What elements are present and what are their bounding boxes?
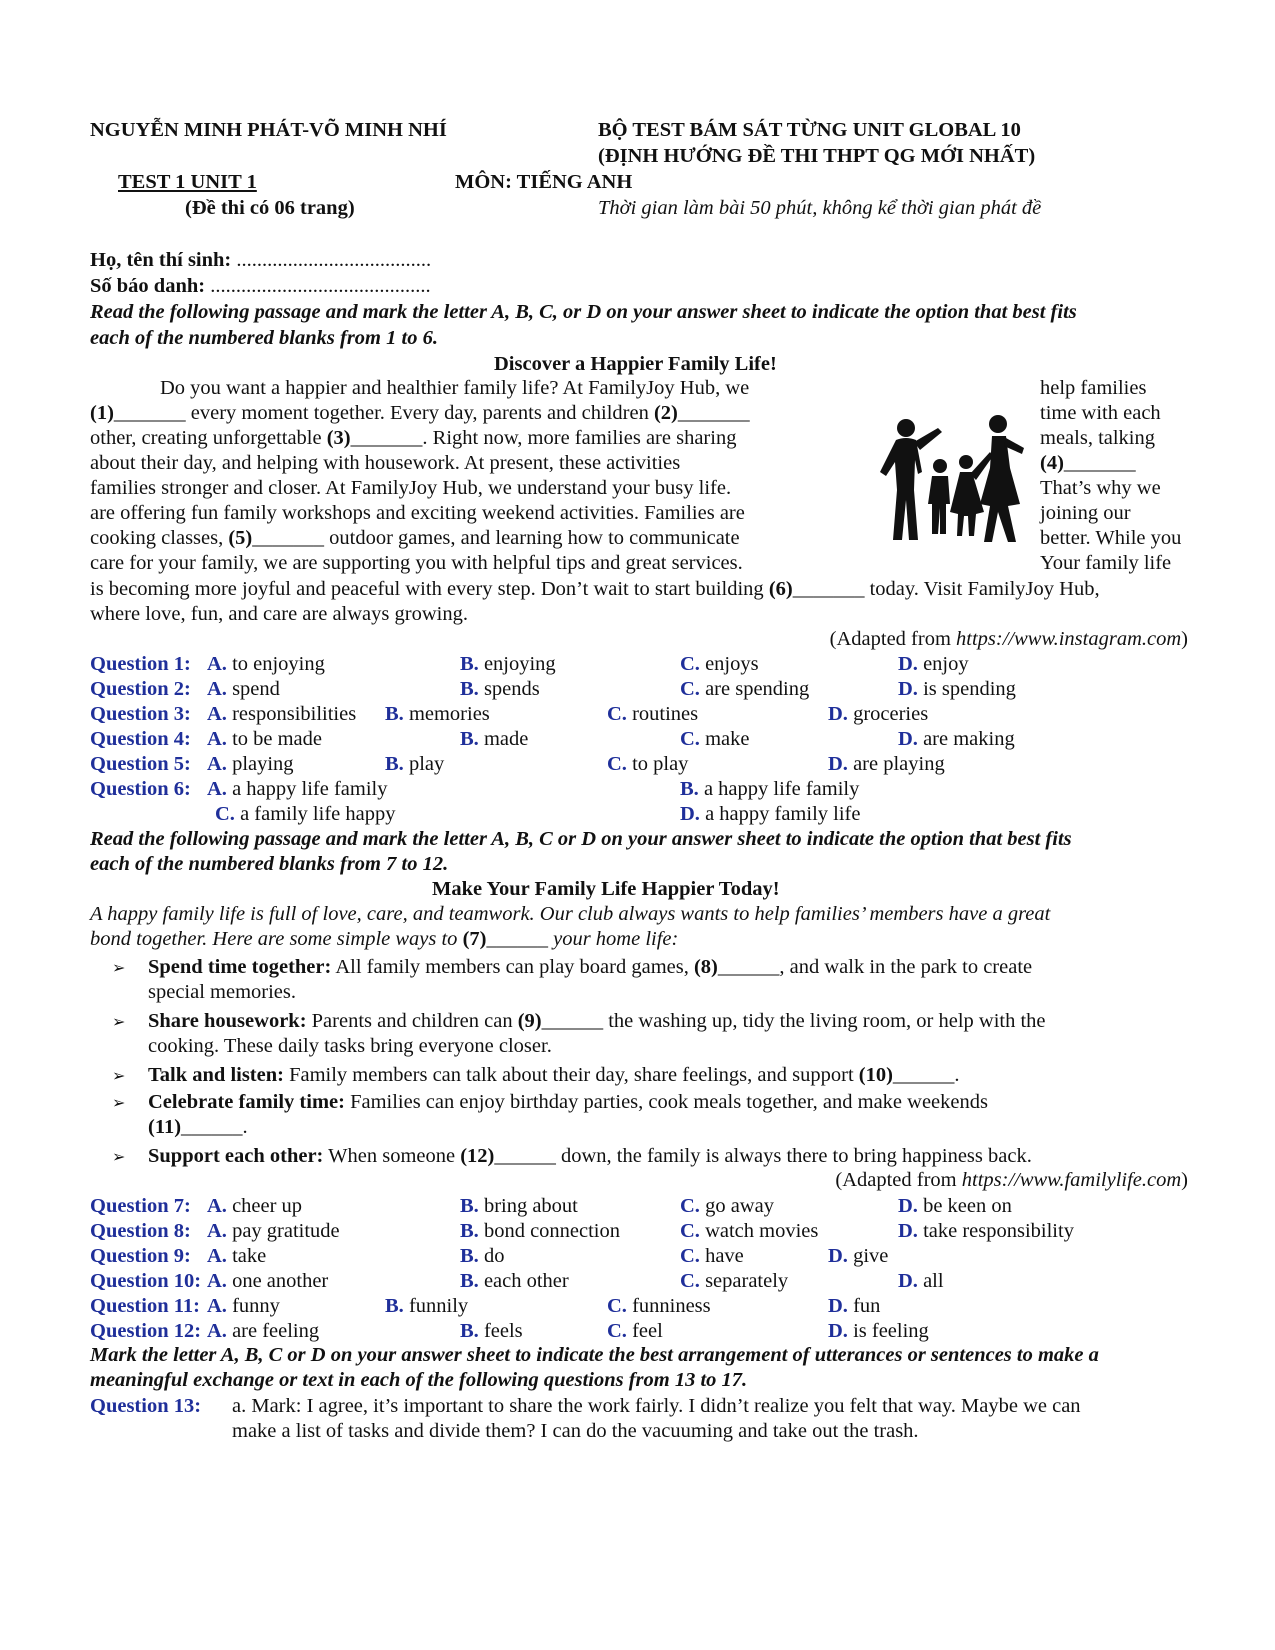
series-title: BỘ TEST BÁM SÁT TỪNG UNIT GLOBAL 10 <box>598 119 1021 141</box>
option-c[interactable] <box>215 802 395 827</box>
option-letter: C. <box>680 678 700 700</box>
option-c[interactable] <box>680 1244 744 1269</box>
passage1-line-6 <box>90 501 745 526</box>
option-b[interactable] <box>460 677 540 702</box>
source-prefix-2: (Adapted from <box>835 1169 962 1191</box>
option-a[interactable] <box>207 1319 319 1344</box>
option-letter: C. <box>680 1245 700 1267</box>
question-12 <box>0 1319 1275 1344</box>
option-c[interactable] <box>680 1219 818 1244</box>
passage-text: are offering fun family workshops and exciting weekend activities. Families are <box>90 502 745 524</box>
option-text: be keen on <box>917 1195 1012 1217</box>
option-text: all <box>917 1270 944 1292</box>
passage-text: _______ <box>677 402 750 424</box>
source-note-2 <box>835 1168 1188 1193</box>
question-label: Question 6: <box>90 778 191 800</box>
id-dots: ........................................... <box>205 275 431 297</box>
option-letter: B. <box>460 678 479 700</box>
passage1-line-5 <box>90 476 731 501</box>
name-dots: ...................................... <box>231 249 432 271</box>
option-text: are making <box>917 728 1015 750</box>
bullet-2-line1 <box>148 1009 1046 1034</box>
option-text: is feeling <box>847 1320 929 1342</box>
passage1-right-line-1: help families <box>1040 377 1147 399</box>
question-label: Question 10: <box>90 1270 202 1292</box>
family-silhouette-icon <box>868 412 1028 544</box>
question-1 <box>0 652 1275 677</box>
option-text: groceries <box>847 703 929 725</box>
option-letter: A. <box>207 728 227 750</box>
option-letter: C. <box>607 1320 627 1342</box>
option-a[interactable] <box>207 1269 328 1294</box>
option-text: playing <box>226 753 294 775</box>
option-letter: D. <box>828 1295 848 1317</box>
blank-marker: (1) <box>90 402 114 424</box>
option-letter: D. <box>828 753 848 775</box>
option-text: give <box>847 1245 889 1267</box>
question-4 <box>0 727 1275 752</box>
passage-text: about their day, and helping with housework. At present, these activities <box>90 452 681 474</box>
option-b[interactable] <box>460 1269 569 1294</box>
option-a[interactable] <box>207 702 356 727</box>
option-d[interactable] <box>828 752 945 777</box>
bullet-heading: Share housework: <box>148 1010 307 1032</box>
bullet-text: All family members can play board games, <box>331 956 694 978</box>
bullet-heading: Celebrate family time: <box>148 1091 345 1113</box>
option-text: are playing <box>847 753 945 775</box>
option-c[interactable] <box>607 1294 711 1319</box>
blank-6: (6) <box>768 578 793 600</box>
option-text: funniness <box>626 1295 711 1317</box>
option-letter: C. <box>607 1295 627 1317</box>
passage-text: _______ outdoor games, and learning how to communicate <box>252 527 740 549</box>
bullet-4-line2 <box>148 1115 248 1140</box>
authors: NGUYỄN MINH PHÁT-VÕ MINH NHÍ <box>90 119 447 141</box>
bullet-3-line1 <box>148 1063 960 1088</box>
question-10 <box>0 1269 1275 1294</box>
option-text: play <box>403 753 445 775</box>
option-text: a happy life family <box>226 778 388 800</box>
option-letter: D. <box>828 703 848 725</box>
option-a[interactable] <box>207 752 294 777</box>
bullet-text: When someone <box>323 1145 461 1167</box>
bullet-1-line2: special memories. <box>148 981 297 1003</box>
question-label: Question 9: <box>90 1245 191 1267</box>
source-url-link-2[interactable]: https://www.familylife.com <box>961 1169 1182 1191</box>
option-text: are spending <box>699 678 810 700</box>
option-text: fun <box>847 1295 881 1317</box>
option-c[interactable] <box>607 702 698 727</box>
passage-text: other, creating unforgettable <box>90 427 327 449</box>
option-d[interactable] <box>898 1219 1074 1244</box>
option-a[interactable] <box>207 1244 266 1269</box>
question-label: Question 4: <box>90 728 191 750</box>
option-text: watch movies <box>699 1220 819 1242</box>
question-13-line2: make a list of tasks and divide them? I can do the vacuuming and take out the trash. <box>232 1420 919 1442</box>
option-letter: B. <box>460 653 479 675</box>
option-text: make <box>699 728 750 750</box>
section1-instruction-line1: Read the following passage and mark the letter A, B, C, or D on your answer sheet to indicate the option that best fits <box>90 301 1077 323</box>
option-letter: D. <box>898 678 918 700</box>
bullet-text: ______. <box>181 1116 248 1138</box>
option-letter: A. <box>207 1195 227 1217</box>
source-suffix: ) <box>1181 628 1188 650</box>
passage1-right-line-6: joining our <box>1040 502 1131 524</box>
passage-text: families stronger and closer. At FamilyJoy Hub, we understand your busy life. <box>90 477 732 499</box>
section1-instruction-line2: each of the numbered blanks from 1 to 6. <box>90 327 438 349</box>
option-text: memories <box>403 703 490 725</box>
option-c[interactable] <box>680 677 809 702</box>
option-letter: B. <box>460 1270 479 1292</box>
option-letter: B. <box>385 703 404 725</box>
option-text: each other <box>478 1270 569 1292</box>
option-text: are feeling <box>226 1320 320 1342</box>
option-text: feel <box>626 1320 663 1342</box>
option-text: enjoy <box>917 653 969 675</box>
question-5 <box>0 752 1275 777</box>
option-b[interactable] <box>460 652 556 677</box>
bullet-1-line1 <box>148 955 1032 980</box>
candidate-name-line <box>90 248 431 273</box>
option-text: one another <box>226 1270 329 1292</box>
option-letter: B. <box>460 728 479 750</box>
option-d[interactable] <box>828 702 928 727</box>
section3-instruction-line2: meaningful exchange or text in each of the following questions from 13 to 17. <box>90 1369 748 1391</box>
passage1-line-2 <box>90 401 750 426</box>
option-text: have <box>699 1245 744 1267</box>
option-d[interactable] <box>828 1294 880 1319</box>
option-text: a happy family life <box>699 803 861 825</box>
blank-marker: (10) <box>858 1064 893 1086</box>
option-letter: C. <box>607 703 627 725</box>
option-text: spend <box>226 678 280 700</box>
option-text: enjoys <box>699 653 759 675</box>
bullet-text: ______, and walk in the park to create <box>717 956 1033 978</box>
option-text: made <box>478 728 529 750</box>
question-label: Question 2: <box>90 678 191 700</box>
subject: MÔN: TIẾNG ANH <box>455 171 633 193</box>
option-a[interactable] <box>207 777 387 802</box>
option-d[interactable] <box>898 652 969 677</box>
option-text: cheer up <box>226 1195 303 1217</box>
option-c[interactable] <box>680 727 749 752</box>
option-c[interactable] <box>680 1194 774 1219</box>
question-label: Question 8: <box>90 1220 191 1242</box>
time-note: Thời gian làm bài 50 phút, không kể thời gian phát đề <box>598 197 1042 219</box>
passage-text: cooking classes, <box>90 527 229 549</box>
blank-marker: (8) <box>693 956 718 978</box>
option-letter: A. <box>207 703 227 725</box>
option-b[interactable] <box>460 1244 504 1269</box>
bullet-text: Families can enjoy birthday parties, cook meals together, and make weekends <box>344 1091 988 1113</box>
option-letter: A. <box>207 1245 227 1267</box>
question-label: Question 7: <box>90 1195 191 1217</box>
option-letter: C. <box>680 1220 700 1242</box>
option-letter: B. <box>385 1295 404 1317</box>
passage1-line-4 <box>90 451 680 476</box>
option-letter: A. <box>207 753 227 775</box>
source-prefix: (Adapted from <box>829 628 957 650</box>
option-letter: B. <box>460 1320 479 1342</box>
option-text: routines <box>626 703 699 725</box>
passage-text: _______ every moment together. Every day, parents and children <box>113 402 654 424</box>
question-7 <box>0 1194 1275 1219</box>
source-url-link[interactable]: https://www.instagram.com <box>956 628 1182 650</box>
question-label: Question 12: <box>90 1320 202 1342</box>
option-b[interactable] <box>385 752 444 777</box>
passage1-right-line-5: That’s why we <box>1040 477 1161 499</box>
option-d[interactable] <box>898 1194 1012 1219</box>
option-d[interactable] <box>898 1269 944 1294</box>
option-letter: B. <box>385 753 404 775</box>
passage1-line9-text-b: _______ today. Visit FamilyJoy Hub, <box>792 578 1100 600</box>
question-2 <box>0 677 1275 702</box>
option-text: enjoying <box>478 653 556 675</box>
option-letter: D. <box>828 1320 848 1342</box>
bullet-heading: Talk and listen: <box>148 1064 284 1086</box>
option-text: take responsibility <box>917 1220 1074 1242</box>
passage-text: care for your family, we are supporting you with helpful tips and great services. <box>90 552 743 574</box>
intro-text-a: bond together. Here are some simple ways to <box>90 928 463 950</box>
passage1-right-line-4 <box>1040 451 1136 476</box>
passage1-line-1 <box>160 376 749 401</box>
option-letter: C. <box>607 753 627 775</box>
option-d[interactable] <box>828 1244 888 1269</box>
section2-instruction-line2: each of the numbered blanks from 7 to 12. <box>90 853 449 875</box>
question-label: Question 3: <box>90 703 191 725</box>
source-suffix-2: ) <box>1181 1169 1188 1191</box>
option-a[interactable] <box>207 677 280 702</box>
option-text: feels <box>478 1320 523 1342</box>
test-name: TEST 1 UNIT 1 <box>118 171 257 193</box>
option-text: to play <box>626 753 689 775</box>
passage1-line9 <box>90 577 1100 602</box>
option-letter: D. <box>828 1245 848 1267</box>
blank-marker: (12) <box>460 1145 495 1167</box>
blank-marker: (2) <box>653 402 678 424</box>
option-c[interactable] <box>607 1319 663 1344</box>
option-text: is spending <box>917 678 1016 700</box>
bullet-4-line1 <box>148 1090 988 1115</box>
option-text: to be made <box>226 728 323 750</box>
question-6 <box>0 777 1275 825</box>
arrow-bullet-icon: ➢ <box>112 1012 126 1031</box>
option-c[interactable] <box>680 1269 788 1294</box>
question-11 <box>0 1294 1275 1319</box>
option-letter: D. <box>680 803 700 825</box>
question-13-line1: a. Mark: I agree, it’s important to share the work fairly. I didn’t realize you felt that way. Maybe we can <box>232 1395 1081 1417</box>
question-3 <box>0 702 1275 727</box>
option-letter: A. <box>207 1320 227 1342</box>
intro-text-b: ______ your home life: <box>486 928 679 950</box>
option-text: responsibilities <box>226 703 357 725</box>
option-letter: D. <box>898 1195 918 1217</box>
option-letter: C. <box>680 728 700 750</box>
option-text: to enjoying <box>226 653 325 675</box>
option-d[interactable] <box>898 727 1015 752</box>
option-b[interactable] <box>680 777 859 802</box>
bullet-text: ______ the washing up, tidy the living room, or help with the <box>541 1010 1046 1032</box>
option-letter: B. <box>680 778 699 800</box>
option-b[interactable] <box>460 1219 620 1244</box>
option-letter: D. <box>898 728 918 750</box>
passage1-right-line-3: meals, talking <box>1040 427 1156 449</box>
passage2-intro-line1: A happy family life is full of love, care, and teamwork. Our club always wants to help families’ members have a great <box>90 903 1051 925</box>
bullet-5-line1 <box>148 1144 1032 1169</box>
passage2-title: Make Your Family Life Happier Today! <box>432 878 780 900</box>
passage1-line-8 <box>90 551 743 576</box>
option-a[interactable] <box>207 1294 280 1319</box>
option-a[interactable] <box>207 727 322 752</box>
bullet-heading: Spend time together: <box>148 956 332 978</box>
option-d[interactable] <box>898 677 1016 702</box>
passage-text: _______ <box>1063 452 1136 474</box>
option-text: funny <box>226 1295 280 1317</box>
option-b[interactable] <box>460 1319 523 1344</box>
question-13-label: Question 13: <box>90 1395 202 1417</box>
option-b[interactable] <box>460 1194 578 1219</box>
option-text: do <box>478 1245 505 1267</box>
option-text: funnily <box>403 1295 469 1317</box>
option-letter: B. <box>460 1245 479 1267</box>
option-text: a happy life family <box>698 778 860 800</box>
option-d[interactable] <box>828 1319 929 1344</box>
option-letter: A. <box>207 1295 227 1317</box>
option-text: bond connection <box>478 1220 621 1242</box>
option-text: pay gratitude <box>226 1220 340 1242</box>
passage1-right-line-8: Your family life <box>1040 552 1172 574</box>
passage1-line9-text: is becoming more joyful and peaceful with every step. Don’t wait to start building <box>90 578 769 600</box>
option-a[interactable] <box>207 1219 340 1244</box>
question-9 <box>0 1244 1275 1269</box>
option-text: a family life happy <box>234 803 396 825</box>
passage1-title: Discover a Happier Family Life! <box>494 353 777 375</box>
option-text: bring about <box>478 1195 578 1217</box>
question-label: Question 1: <box>90 653 191 675</box>
passage1-right-line-2: time with each <box>1040 402 1161 424</box>
option-a[interactable] <box>207 1194 302 1219</box>
passage1-line10: where love, fun, and care are always growing. <box>90 603 468 625</box>
blank-7: (7) <box>462 928 487 950</box>
series-subtitle: (ĐỊNH HƯỚNG ĐỀ THI THPT QG MỚI NHẤT) <box>598 145 1036 167</box>
arrow-bullet-icon: ➢ <box>112 1093 126 1112</box>
bullet-text: ______. <box>892 1064 960 1086</box>
question-8 <box>0 1219 1275 1244</box>
name-label: Họ, tên thí sinh: <box>90 249 232 271</box>
option-d[interactable] <box>680 802 860 827</box>
blank-11: (11) <box>148 1116 182 1138</box>
pages-note: (Đề thi có 06 trang) <box>185 197 355 219</box>
candidate-id-line <box>90 274 431 299</box>
passage-text: _______. Right now, more families are sharing <box>350 427 737 449</box>
arrow-bullet-icon: ➢ <box>112 958 126 977</box>
option-a[interactable] <box>207 652 325 677</box>
option-letter: A. <box>207 1220 227 1242</box>
option-text: take <box>226 1245 267 1267</box>
option-text: spends <box>478 678 540 700</box>
option-letter: B. <box>460 1195 479 1217</box>
option-text: go away <box>699 1195 774 1217</box>
option-letter: A. <box>207 1270 227 1292</box>
option-letter: B. <box>460 1220 479 1242</box>
blank-marker: (9) <box>517 1010 542 1032</box>
arrow-bullet-icon: ➢ <box>112 1147 126 1166</box>
option-b[interactable] <box>385 1294 468 1319</box>
blank-marker: (3) <box>326 427 351 449</box>
option-text: separately <box>699 1270 789 1292</box>
option-letter: D. <box>898 1270 918 1292</box>
bullet-text: Family members can talk about their day, share feelings, and support <box>283 1064 859 1086</box>
option-c[interactable] <box>607 752 688 777</box>
passage1-line-3 <box>90 426 736 451</box>
bullet-text: ______ down, the family is always there to bring happiness back. <box>494 1145 1032 1167</box>
option-b[interactable] <box>460 727 528 752</box>
option-letter: C. <box>680 1195 700 1217</box>
passage1-line-7 <box>90 526 740 551</box>
option-letter: A. <box>207 653 227 675</box>
blank-4: (4) <box>1040 452 1064 474</box>
option-b[interactable] <box>385 702 490 727</box>
option-c[interactable] <box>680 652 759 677</box>
option-letter: D. <box>898 1220 918 1242</box>
passage1-right-line-7: better. While you <box>1040 527 1182 549</box>
bullet-2-line2: cooking. These daily tasks bring everyone closer. <box>148 1035 552 1057</box>
source-note-1 <box>830 627 1188 652</box>
passage-text: Do you want a happier and healthier family life? At FamilyJoy Hub, we <box>160 377 750 399</box>
id-label: Số báo danh: <box>90 275 206 297</box>
section3-instruction-line1: Mark the letter A, B, C or D on your answer sheet to indicate the best arrangement of utterances or sentences to make a <box>90 1344 1099 1366</box>
option-letter: C. <box>215 803 235 825</box>
option-letter: D. <box>898 653 918 675</box>
blank-marker: (5) <box>228 527 253 549</box>
option-letter: C. <box>680 653 700 675</box>
passage2-intro-line2 <box>90 927 678 952</box>
bullet-heading: Support each other: <box>148 1145 324 1167</box>
question-label: Question 5: <box>90 753 191 775</box>
option-letter: C. <box>680 1270 700 1292</box>
option-letter: A. <box>207 678 227 700</box>
bullet-text: Parents and children can <box>306 1010 518 1032</box>
option-letter: A. <box>207 778 227 800</box>
question-label: Question 11: <box>90 1295 200 1317</box>
section2-instruction-line1: Read the following passage and mark the letter A, B, C or D on your answer sheet to indicate the option that best fits <box>90 828 1072 850</box>
arrow-bullet-icon: ➢ <box>112 1066 126 1085</box>
